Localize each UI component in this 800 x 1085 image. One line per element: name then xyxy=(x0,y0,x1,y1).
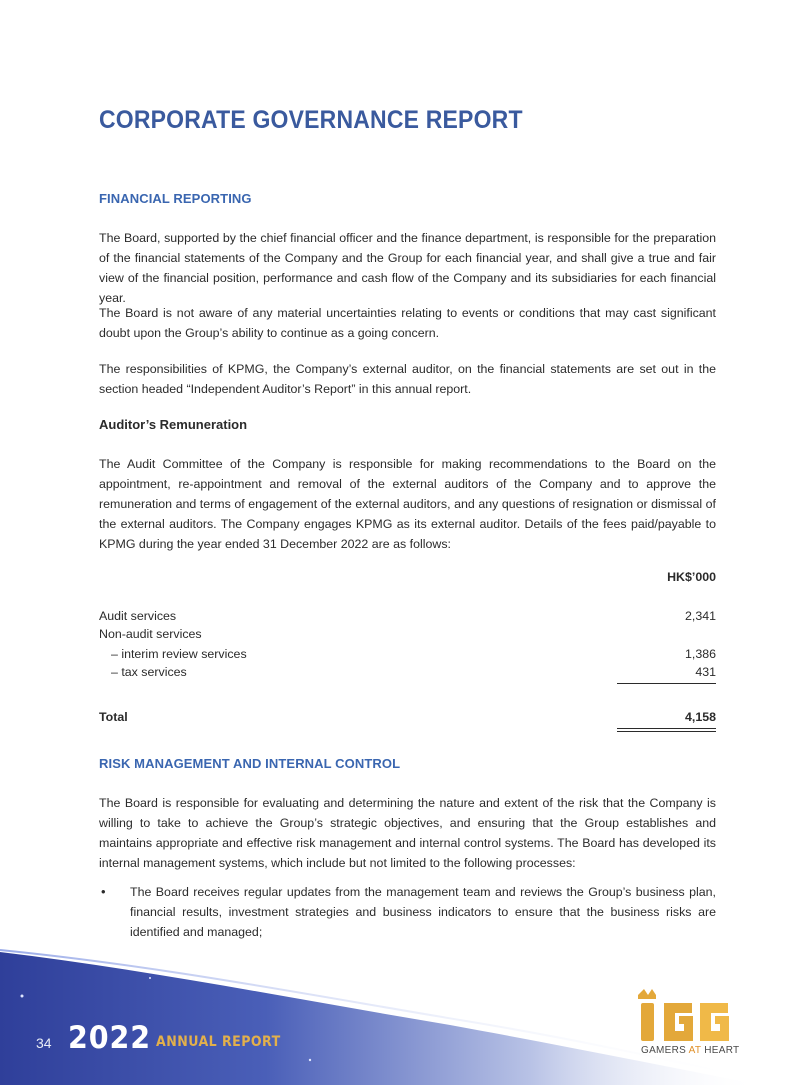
footer-annual-report-label: ANNUAL REPORT xyxy=(156,1034,281,1050)
fee-label: – interim review services xyxy=(111,647,247,661)
bullet-item-management-updates: The Board receives regular updates from the management team and reviews the Group’s business plan, financial results, investment strategies and business indicators to ensure that the business risks are identified and managed; xyxy=(130,885,716,939)
paragraph-financial-statements: The Board, supported by the chief financial officer and the finance department, is responsible for the preparation of the financial statements of the Company and the Group for each financial year, and shall give a true and fair view of the financial position, performance and cash flow of the Company and its subsidiaries for each financial year. xyxy=(99,231,716,305)
fee-row xyxy=(99,627,716,645)
fee-currency-header: HK$’000 xyxy=(667,570,716,584)
tagline-heart: HEART xyxy=(704,1045,740,1056)
section-heading-risk-management: RISK MANAGEMENT AND INTERNAL CONTROL xyxy=(99,756,401,771)
logo-tagline xyxy=(641,1045,739,1056)
fee-row xyxy=(99,665,716,683)
section-heading-financial-reporting: FINANCIAL REPORTING xyxy=(99,191,252,206)
sub-heading-auditor-remuneration: Auditor’s Remuneration xyxy=(99,417,248,432)
fee-label: Audit services xyxy=(99,609,177,623)
total-double-rule-bottom xyxy=(617,731,716,732)
fee-amount: 2,341 xyxy=(684,609,716,623)
paragraph-going-concern: The Board is not aware of any material uncertainties relating to events or conditions that may cast significant doubt upon the Group’s ability to continue as a going concern. xyxy=(99,306,716,340)
fee-total-amount: 4,158 xyxy=(684,710,716,724)
fee-amount: 431 xyxy=(695,665,716,679)
fee-label: Non-audit services xyxy=(99,627,202,641)
crown-icon xyxy=(638,989,656,999)
fee-total-label: Total xyxy=(99,710,128,724)
bullet-icon: • xyxy=(101,884,106,899)
page-title: CORPORATE GOVERNANCE REPORT xyxy=(99,106,523,134)
paragraph-risk-evaluation: The Board is responsible for evaluating and determining the nature and extent of the risk that the Company is willing to take to achieve the Group’s strategic objectives, and ensuring that the Group establishes and maintains appropriate and effective risk management and internal control systems. The Board has developed its internal management systems, which include but not limited to the following processes: xyxy=(99,796,716,870)
total-double-rule-top xyxy=(617,728,716,729)
subtotal-rule xyxy=(617,683,716,684)
page-number: 34 xyxy=(36,1035,52,1051)
fee-row xyxy=(99,609,716,627)
paragraph-kpmg-responsibilities: The responsibilities of KPMG, the Company’s external auditor, on the financial statements are set out in the section headed “Independent Auditor’s Report” in this annual report. xyxy=(99,362,716,396)
fee-total-row xyxy=(99,710,716,728)
igg-logo xyxy=(636,985,742,1045)
fee-amount: 1,386 xyxy=(684,647,716,661)
fee-row xyxy=(99,647,716,665)
footer-year: 2022 xyxy=(68,1020,152,1056)
paragraph-audit-committee: The Audit Committee of the Company is responsible for making recommendations to the Board on the appointment, re-appointment and removal of the external auditors of the Company and to approve the remuneration and terms of engagement of the external auditors, and any questions of resignation or dismissal of the external auditors. The Company engages KPMG as its external auditor. Details of the fees paid/payable to KPMG during the year ended 31 December 2022 are as follows: xyxy=(99,457,716,551)
tagline-gamers: GAMERS xyxy=(641,1045,687,1056)
tagline-at: AT xyxy=(688,1045,702,1056)
fee-label: – tax services xyxy=(111,665,187,679)
